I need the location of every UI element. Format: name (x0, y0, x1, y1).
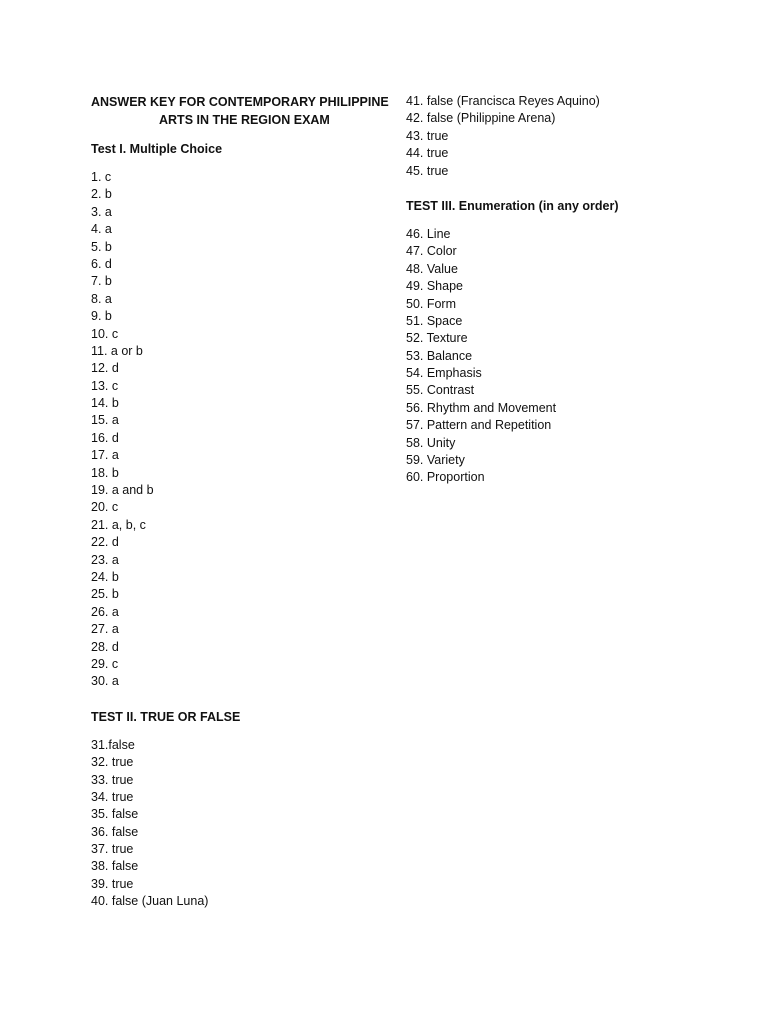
document-title-line-1: ANSWER KEY FOR CONTEMPORARY PHILIPPINE (91, 95, 389, 109)
answer-item: 31.false (91, 737, 135, 752)
answer-item: 5. b (91, 239, 112, 254)
answer-item: 32. true (91, 755, 134, 770)
answer-item: 28. d (91, 639, 119, 654)
test3-heading: TEST III. Enumeration (in any order) (406, 198, 619, 213)
answer-item: 44. true (406, 146, 449, 161)
answer-item: 25. b (91, 587, 119, 602)
answer-item: 52. Texture (406, 331, 468, 346)
answer-item: 17. a (91, 448, 119, 463)
test1-answer-list (91, 169, 391, 691)
answer-item: 13. c (91, 378, 119, 393)
answer-item: 14. b (91, 396, 119, 411)
answer-item: 12. d (91, 361, 119, 376)
answer-item: 60. Proportion (406, 470, 485, 485)
answer-item: 45. true (406, 163, 449, 178)
answer-item: 7. b (91, 274, 112, 289)
answer-item: 58. Unity (406, 435, 456, 450)
answer-item: 27. a (91, 622, 119, 637)
answer-item: 49. Shape (406, 279, 463, 294)
answer-item: 16. d (91, 430, 119, 445)
answer-item: 51. Space (406, 313, 463, 328)
test2-heading: TEST II. TRUE OR FALSE (91, 709, 241, 724)
answer-item: 4. a (91, 222, 112, 237)
answer-item: 42. false (Philippine Arena) (406, 111, 556, 126)
right-column (406, 93, 746, 487)
test2-continued-answer-list (406, 93, 746, 180)
answer-item: 20. c (91, 500, 119, 515)
answer-item: 53. Balance (406, 348, 473, 363)
answer-item: 6. d (91, 256, 112, 271)
answer-item: 9. b (91, 309, 112, 324)
answer-item: 35. false (91, 807, 139, 822)
answer-item: 24. b (91, 569, 119, 584)
answer-item: 41. false (Francisca Reyes Aquino) (406, 94, 600, 108)
document-title-line-2: ARTS IN THE REGION EXAM (159, 113, 330, 127)
answer-item: 36. false (91, 824, 139, 839)
answer-item: 18. b (91, 465, 119, 480)
answer-item: 30. a (91, 674, 119, 689)
answer-item: 10. c (91, 326, 119, 341)
answer-item: 56. Rhythm and Movement (406, 400, 557, 415)
answer-item: 33. true (91, 772, 134, 787)
test3-answer-list (406, 226, 746, 487)
answer-item: 50. Form (406, 296, 457, 311)
answer-item: 57. Pattern and Repetition (406, 418, 552, 433)
answer-item: 15. a (91, 413, 119, 428)
left-column (91, 93, 391, 911)
answer-item: 8. a (91, 291, 112, 306)
test1-heading: Test I. Multiple Choice (91, 142, 223, 156)
answer-item: 11. a or b (91, 343, 143, 358)
answer-item: 22. d (91, 535, 119, 550)
answer-item: 3. a (91, 204, 112, 219)
answer-item: 40. false (Juan Luna) (91, 894, 209, 909)
answer-item: 34. true (91, 789, 134, 804)
answer-item: 54. Emphasis (406, 366, 482, 381)
answer-item: 21. a, b, c (91, 517, 146, 532)
test2-answer-list (91, 737, 391, 911)
answer-item: 23. a (91, 552, 119, 567)
answer-item: 59. Variety (406, 453, 465, 468)
answer-item: 55. Contrast (406, 383, 475, 398)
answer-item: 39. true (91, 876, 134, 891)
answer-item: 47. Color (406, 244, 457, 259)
answer-item: 43. true (406, 128, 449, 143)
answer-item: 38. false (91, 859, 139, 874)
answer-item: 37. true (91, 842, 134, 857)
answer-item: 29. c (91, 656, 119, 671)
answer-item: 19. a and b (91, 483, 154, 498)
answer-item: 26. a (91, 604, 119, 619)
answer-item: 2. b (91, 187, 112, 202)
answer-item: 48. Value (406, 261, 458, 276)
answer-item: 46. Line (406, 226, 451, 241)
answer-item: 1. c (91, 170, 112, 184)
